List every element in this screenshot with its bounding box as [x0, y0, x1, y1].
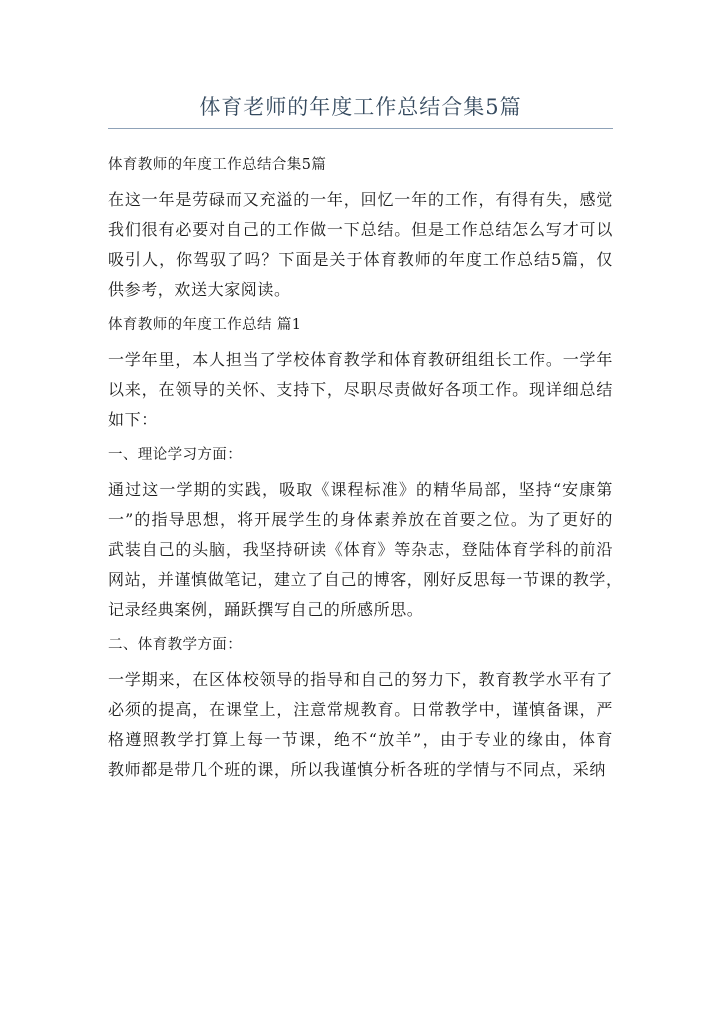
document-body — [108, 150, 623, 790]
title-underline — [108, 128, 613, 129]
text-line: 网站，并谨慎做笔记，建立了自己的博客，刚好反思每一节课的教学， — [108, 570, 623, 589]
text-line: 体育教师的年度工作总结 篇1 — [108, 317, 302, 333]
text-line: 我们很有必要对自己的工作做一下总结。但是工作总结怎么写才可以 — [108, 220, 613, 239]
section-heading — [108, 630, 613, 660]
text-line: 教师都是带几个班的课，所以我谨慎分析各班的学情与不同点，采纳 — [108, 760, 607, 779]
text-line: 一、理论学习方面： — [108, 447, 243, 463]
text-line: 通过这一学期的实践，吸取《课程标准》的精华局部，坚持“安康第 — [108, 480, 613, 499]
section-heading — [108, 440, 613, 470]
text-line: 武装自己的头脑，我坚持研读《体育》等杂志，登陆体育学科的前沿 — [108, 540, 613, 559]
body-paragraph — [108, 475, 623, 625]
text-line: 一”的指导思想，将开展学生的身体素养放在首要之位。为了更好的 — [108, 510, 613, 529]
text-line: 记录经典案例，踊跃撰写自己的所感所思。 — [108, 600, 424, 619]
text-line: 必须的提高，在课堂上，注意常规教育。日常教学中，谨慎备课，严 — [108, 700, 613, 719]
body-paragraph — [108, 345, 613, 435]
document-title: 体育老师的年度工作总结合集5篇 — [199, 95, 522, 119]
section-heading — [108, 310, 613, 340]
body-paragraph — [108, 185, 613, 305]
text-line: 如下： — [108, 410, 158, 429]
section-heading — [108, 150, 613, 180]
text-line: 以来，在领导的关怀、支持下，尽职尽责做好各项工作。现详细总结 — [108, 380, 613, 399]
text-line: 在这一年是劳碌而又充溢的一年，回忆一年的工作，有得有失，感觉 — [108, 190, 613, 209]
text-line: 二、体育教学方面： — [108, 637, 243, 653]
text-line: 体育教师的年度工作总结合集5篇 — [108, 157, 327, 173]
text-line: 一学年里，本人担当了学校体育教学和体育教研组组长工作。一学年 — [108, 350, 613, 369]
text-line: 格遵照教学打算上每一节课，绝不“放羊”，由于专业的缘由，体育 — [108, 730, 613, 749]
text-line: 吸引人，你驾驭了吗？下面是关于体育教师的年度工作总结5篇，仅 — [108, 250, 613, 269]
text-line: 供参考，欢送大家阅读。 — [108, 280, 291, 299]
text-line: 一学期来，在区体校领导的指导和自己的努力下，教育教学水平有了 — [108, 670, 613, 689]
body-paragraph — [108, 665, 613, 785]
